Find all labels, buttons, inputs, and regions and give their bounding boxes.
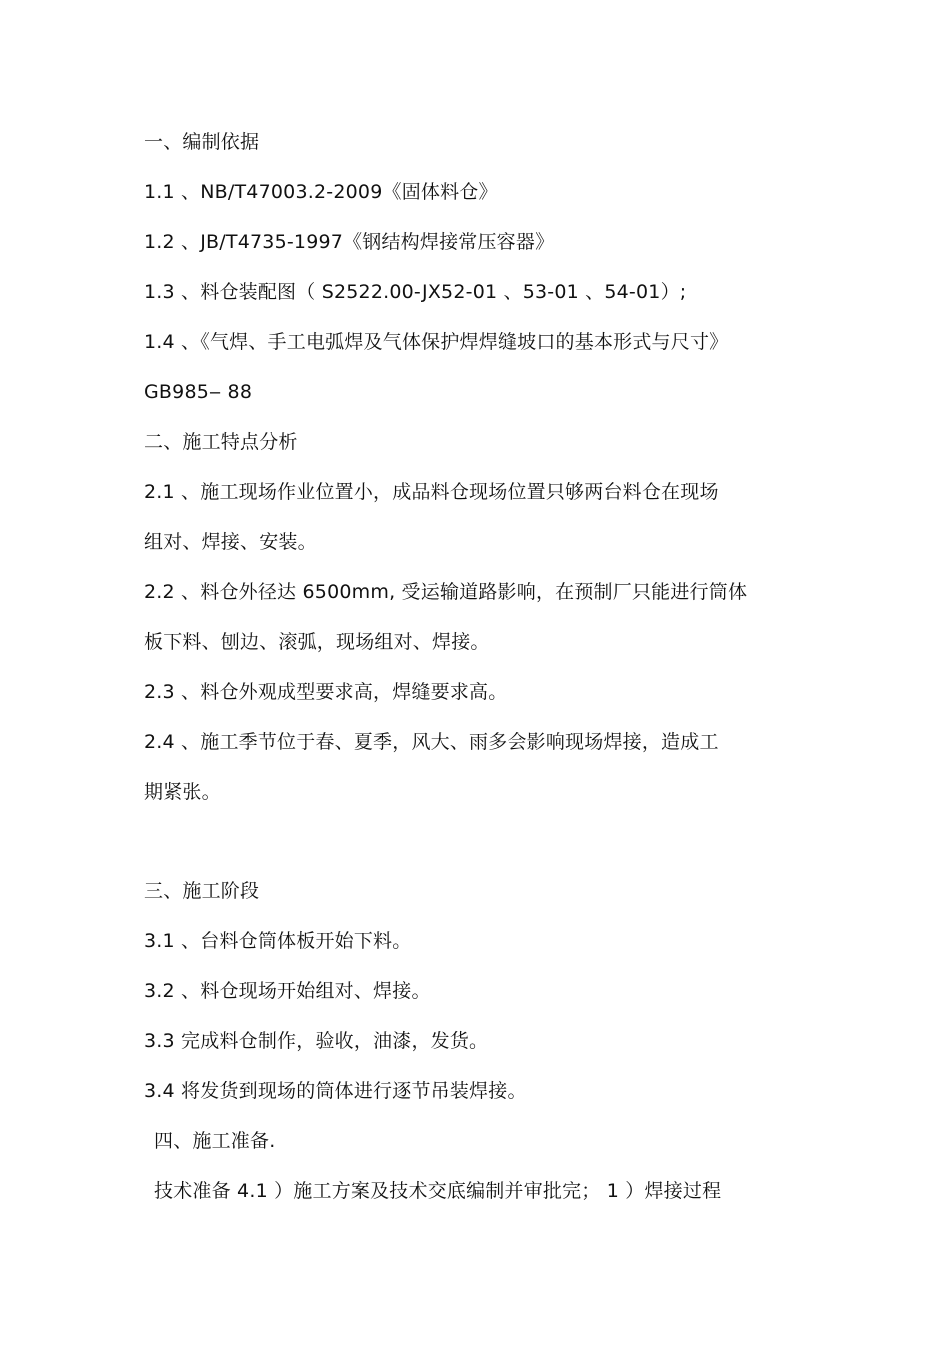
- paragraph-line: 1.4 、《气焊、手工电弧焊及气体保护焊焊缝坡口的基本形式与尺寸》: [144, 331, 729, 353]
- paragraph-line: 1.1 、NB/T47003.2-2009《固体料仓》: [144, 181, 498, 203]
- section-heading-2: 二、施工特点分析: [144, 431, 298, 453]
- section-heading-3: 三、施工阶段: [144, 880, 260, 902]
- paragraph-line: 2.4 、施工季节位于春、夏季，风大、雨多会影响现场焊接，造成工: [144, 731, 719, 753]
- paragraph-line: GB985‒ 88: [144, 381, 253, 403]
- paragraph-line: 2.1 、施工现场作业位置小，成品料仓现场位置只够两台料仓在现场: [144, 481, 719, 503]
- section-heading-4: 四、施工准备.: [154, 1130, 276, 1152]
- paragraph-line: 1.2 、JB/T4735-1997《钢结构焊接常压容器》: [144, 231, 555, 253]
- paragraph-line: 3.2 、料仓现场开始组对、焊接。: [144, 980, 431, 1002]
- paragraph-line: 2.2 、料仓外径达 6500mm, 受运输道路影响，在预制厂只能进行筒体: [144, 581, 748, 603]
- paragraph-line: 3.1 、台料仓筒体板开始下料。: [144, 930, 412, 952]
- paragraph-line: 3.3 完成料仓制作，验收，油漆，发货。: [144, 1030, 489, 1052]
- section-heading-1: 一、编制依据: [144, 131, 260, 153]
- paragraph-line: 组对、焊接、安装。: [144, 531, 317, 553]
- paragraph-line: 3.4 将发货到现场的筒体进行逐节吊装焊接。: [144, 1080, 527, 1102]
- paragraph-line: 期紧张。: [144, 781, 221, 803]
- paragraph-line: 1.3 、料仓装配图（ S2522.00-JX52-01 、53-01 、54-01）;: [144, 281, 687, 303]
- paragraph-line: 2.3 、料仓外观成型要求高，焊缝要求高。: [144, 681, 508, 703]
- paragraph-line: 技术准备 4.1 ）施工方案及技术交底编制并审批完； 1 ）焊接过程: [154, 1180, 722, 1202]
- paragraph-line: 板下料、刨边、滚弧，现场组对、焊接。: [144, 631, 490, 653]
